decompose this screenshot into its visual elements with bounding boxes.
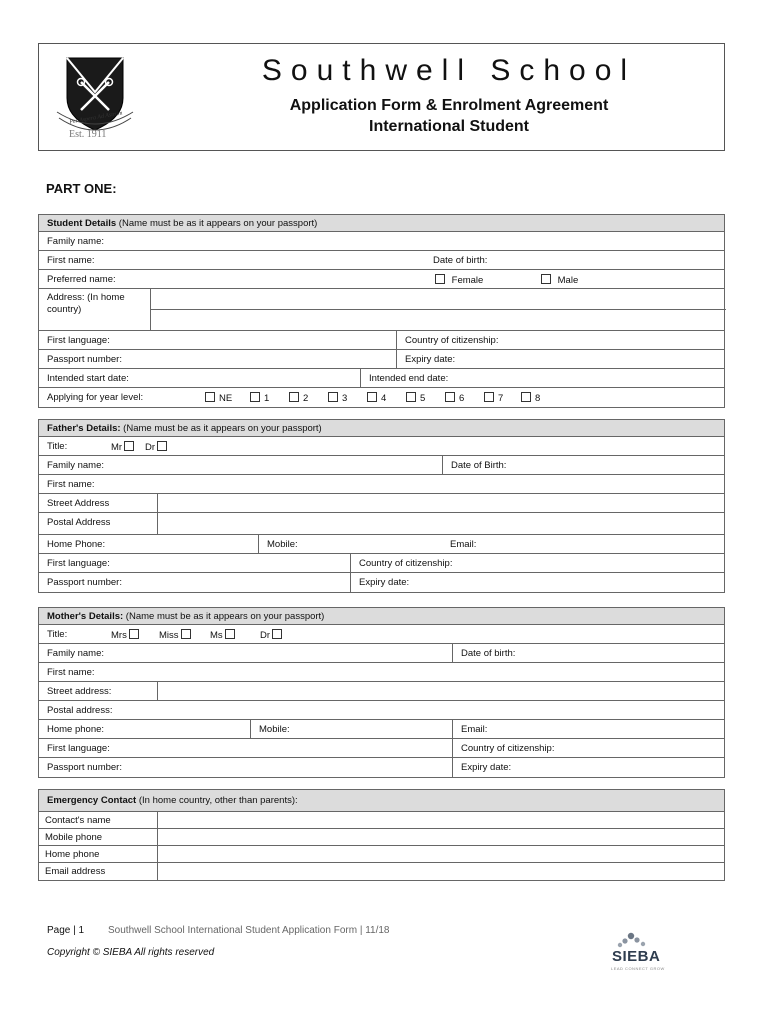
father-email-label[interactable]: Email:: [450, 539, 477, 550]
father-citizenship-label[interactable]: Country of citizenship:: [350, 554, 452, 572]
emergency-home-label: Home phone: [45, 849, 100, 860]
emergency-name-label: Contact's name: [45, 815, 111, 826]
father-dr-checkbox[interactable]: [157, 441, 167, 451]
father-title-label: Title:: [47, 441, 68, 452]
year-2-checkbox[interactable]: [289, 392, 299, 402]
father-passport-row: [39, 573, 724, 592]
father-phone-row: [39, 535, 724, 554]
emergency-contact-header: Emergency Contact (In home country, other than parents):: [39, 790, 724, 812]
mr-checkbox[interactable]: [124, 441, 134, 451]
mother-title-mrs[interactable]: Mrs: [103, 625, 143, 643]
father-dob-label[interactable]: Date of Birth:: [442, 456, 506, 474]
male-checkbox[interactable]: [541, 274, 551, 284]
emergency-mobile-input[interactable]: [157, 829, 726, 845]
student-family-name-row[interactable]: [39, 232, 724, 251]
emergency-contact-section: [38, 789, 725, 881]
emergency-home-row: [39, 846, 724, 863]
mrs-checkbox[interactable]: [129, 629, 139, 639]
father-details-header: Father's Details: (Name must be as it appears on your passport): [39, 420, 724, 437]
year-level-2[interactable]: 2: [279, 388, 308, 407]
student-passport-label[interactable]: Passport number:: [47, 354, 122, 365]
student-citizenship-label[interactable]: Country of citizenship:: [396, 331, 498, 349]
year-4-checkbox[interactable]: [367, 392, 377, 402]
student-dates-row: [39, 369, 724, 388]
female-checkbox[interactable]: [435, 274, 445, 284]
father-family-name-row: [39, 456, 724, 475]
emergency-email-row: [39, 863, 724, 880]
mother-street-input[interactable]: [157, 682, 726, 700]
mother-phone-row: [39, 720, 724, 739]
mother-title-dr[interactable]: Dr: [252, 625, 286, 643]
student-first-language-label[interactable]: First language:: [47, 335, 110, 346]
father-title-mr[interactable]: Mr: [103, 437, 138, 455]
form-subtitle-2: International Student: [369, 118, 529, 135]
year-7-checkbox[interactable]: [484, 392, 494, 402]
mother-title-row: [39, 625, 724, 644]
father-home-phone-label[interactable]: Home Phone:: [47, 539, 106, 550]
emergency-name-row: [39, 812, 724, 829]
mother-citizenship-label[interactable]: Country of citizenship:: [452, 739, 554, 757]
mother-details-section: [38, 607, 725, 778]
student-expiry-label[interactable]: Expiry date:: [396, 350, 455, 368]
copyright-text: Copyright © SIEBA All rights reserved: [47, 947, 215, 958]
gender-female-option[interactable]: Female: [425, 270, 483, 288]
form-header: [38, 43, 725, 151]
father-street-input[interactable]: [157, 494, 726, 512]
father-postal-row: [39, 513, 724, 535]
student-preferred-name-row[interactable]: [39, 270, 724, 289]
emergency-email-input[interactable]: [157, 863, 726, 880]
student-family-name-label: Family name:: [47, 236, 105, 247]
father-title-row: [39, 437, 724, 456]
mother-first-name-label: First name:: [47, 667, 95, 678]
student-address-line-1[interactable]: [150, 289, 726, 310]
mother-email-label[interactable]: Email:: [452, 720, 487, 738]
year-level-8[interactable]: 8: [511, 388, 540, 407]
year-1-checkbox[interactable]: [250, 392, 260, 402]
year-8-checkbox[interactable]: [521, 392, 531, 402]
father-postal-label: Postal Address: [47, 517, 111, 528]
mother-title-label: Title:: [47, 629, 68, 640]
form-subtitle: Application Form & Enrolment Agreement: [289, 97, 609, 114]
father-first-name-row[interactable]: [39, 475, 724, 494]
mother-mobile-label[interactable]: Mobile:: [250, 720, 452, 738]
mother-postal-label: Postal address:: [47, 705, 113, 716]
father-title-dr[interactable]: Dr: [137, 437, 171, 455]
ms-checkbox[interactable]: [225, 629, 235, 639]
mother-postal-row[interactable]: [39, 701, 724, 720]
year-6-checkbox[interactable]: [445, 392, 455, 402]
mother-title-ms[interactable]: Ms: [202, 625, 239, 643]
mother-passport-label[interactable]: Passport number:: [47, 762, 122, 773]
year-level-ne[interactable]: NE: [195, 388, 232, 407]
mother-expiry-label[interactable]: Expiry date:: [452, 758, 511, 777]
father-family-name-label[interactable]: Family name:: [47, 460, 105, 471]
father-details-section: [38, 419, 725, 593]
emergency-name-input[interactable]: [157, 812, 726, 828]
student-first-name-row[interactable]: [39, 251, 724, 270]
year-5-checkbox[interactable]: [406, 392, 416, 402]
emergency-mobile-row: [39, 829, 724, 846]
mother-family-name-label[interactable]: Family name:: [47, 648, 105, 659]
mother-first-language-label[interactable]: First language:: [47, 743, 110, 754]
page-number: Page | 1: [47, 925, 85, 936]
student-address-line-2[interactable]: [150, 310, 726, 331]
crest-motto: Per Aspera Ad Astrum: [68, 110, 123, 126]
student-dob-label: Date of birth:: [433, 255, 488, 266]
mother-details-header: Mother's Details: (Name must be as it appears on your passport): [39, 608, 724, 625]
emergency-mobile-label: Mobile phone: [45, 832, 103, 843]
student-preferred-name-label: Preferred name:: [47, 274, 116, 285]
student-address-label: Address: (In home country): [47, 292, 125, 315]
part-one-heading: PART ONE:: [46, 181, 117, 196]
year-level-1[interactable]: 1: [240, 388, 269, 407]
year-3-checkbox[interactable]: [328, 392, 338, 402]
father-passport-label[interactable]: Passport number:: [47, 577, 122, 588]
mother-street-label: Street address:: [47, 686, 112, 697]
father-mobile-label[interactable]: Mobile:: [258, 535, 443, 553]
year-level-5[interactable]: 5: [396, 388, 425, 407]
mother-first-name-row[interactable]: [39, 663, 724, 682]
father-expiry-label[interactable]: Expiry date:: [350, 573, 409, 592]
mother-dob-label[interactable]: Date of birth:: [452, 644, 515, 662]
mother-title-miss[interactable]: Miss: [151, 625, 195, 643]
miss-checkbox[interactable]: [181, 629, 191, 639]
father-language-row: [39, 554, 724, 573]
sieba-logo-text: SIEBA: [612, 948, 661, 965]
gender-male-option[interactable]: Male: [531, 270, 578, 288]
mother-street-row: [39, 682, 724, 701]
student-first-name-label: First name:: [47, 255, 95, 266]
year-level-label: Applying for year level:: [47, 392, 144, 403]
student-language-row: [39, 331, 724, 350]
footer-title: Southwell School International Student Application Form | 11/18: [108, 925, 390, 936]
emergency-email-label: Email address: [45, 866, 106, 877]
emergency-home-input[interactable]: [157, 846, 726, 862]
student-year-level-row: [39, 388, 724, 407]
student-details-header: Student Details (Name must be as it appears on your passport): [39, 215, 724, 232]
father-first-name-label: First name:: [47, 479, 95, 490]
mother-family-name-row: [39, 644, 724, 663]
student-end-date-label[interactable]: Intended end date:: [360, 369, 448, 387]
year-level-3[interactable]: 3: [318, 388, 347, 407]
year-ne-checkbox[interactable]: [205, 392, 215, 402]
father-postal-input[interactable]: [157, 513, 726, 534]
father-street-label: Street Address: [47, 498, 110, 509]
year-level-7[interactable]: 7: [474, 388, 503, 407]
father-street-row: [39, 494, 724, 513]
year-level-4[interactable]: 4: [357, 388, 386, 407]
student-start-date-label[interactable]: Intended start date:: [47, 373, 129, 384]
mother-passport-row: [39, 758, 724, 777]
mother-dr-checkbox[interactable]: [272, 629, 282, 639]
student-details-section: [38, 214, 725, 408]
year-level-6[interactable]: 6: [435, 388, 464, 407]
mother-language-row: [39, 739, 724, 758]
student-address-row: [39, 289, 724, 331]
crest-est: Est. 1911: [69, 129, 107, 140]
student-passport-row: [39, 350, 724, 369]
school-name: Southwell School: [261, 54, 637, 87]
father-first-language-label[interactable]: First language:: [47, 558, 110, 569]
mother-home-phone-label[interactable]: Home phone:: [47, 724, 105, 735]
sieba-tagline: LEAD CONNECT GROW: [611, 966, 665, 971]
